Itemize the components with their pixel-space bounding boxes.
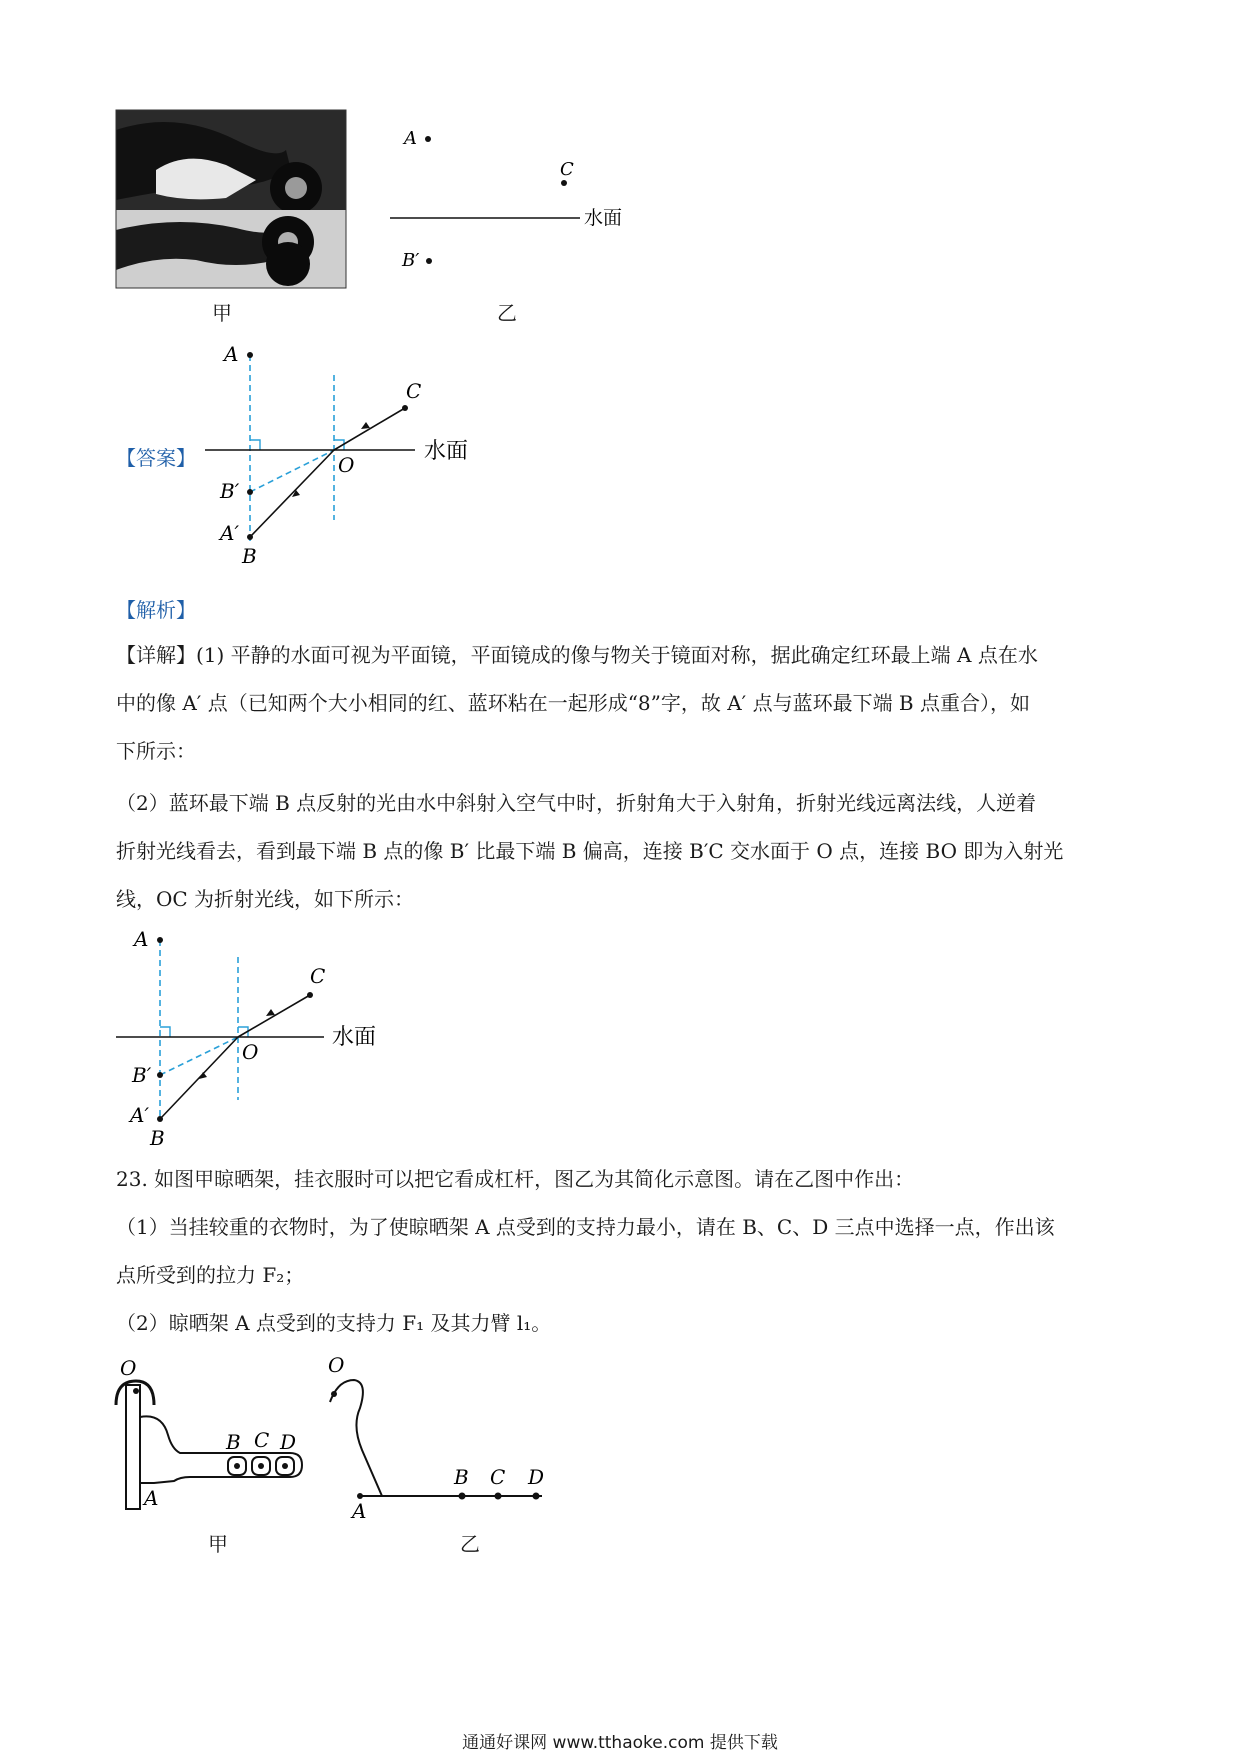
point-b-prime-label: B′ (402, 250, 420, 271)
detail-p2-line-2: 折射光线看去，看到最下端 B 点的像 B′ 比最下端 B 偏高，连接 B′C 交水面于 O 点，连接 BO 即为入射光 (116, 839, 1064, 863)
point-a-label: A (404, 128, 417, 149)
lever-a-label: A (352, 1499, 367, 1523)
caption-jia-top: 甲 (212, 301, 232, 325)
answer-a-prime-label: A′ (220, 521, 239, 545)
q23-line-2: （1）当挂较重的衣物时，为了使晾晒架 A 点受到的支持力最小，请在 B、C、D 三点中选择一点，作出该 (116, 1215, 1055, 1239)
point-b-prime (426, 258, 432, 264)
detail-p2-line-3: 线，OC 为折射光线，如下所示： (116, 887, 415, 911)
point-a (425, 136, 431, 142)
point-c (561, 180, 567, 186)
question-23 (116, 1155, 1126, 1347)
lever-o-label: O (328, 1353, 345, 1377)
lever-schematic (320, 1350, 560, 1523)
rack-b-label: B (226, 1430, 241, 1454)
caption-yi-top: 乙 (497, 301, 517, 325)
answer-c-label: C (406, 379, 422, 403)
page-footer: 通通好课网 www.tthaoke.com 提供下载 (462, 1733, 778, 1753)
detail-p1-line-1: 【详解】(1) 平静的水面可视为平面镜，平面镜成的像与物关于镜面对称，据此确定红环最上端 A 点在水 (116, 643, 1038, 667)
detail-p1-line-2: 中的像 A′ 点（已知两个大小相同的红、蓝环粘在一起形成“8”字，故 A′ 点与蓝环最下端 B 点重合），如 (116, 691, 1030, 715)
q23-line-4: （2）晾晒架 A 点受到的支持力 F₁ 及其力臂 l₁。 (116, 1311, 552, 1335)
answer-b-label: B (242, 544, 257, 568)
detail-p2-line-1: （2）蓝环最下端 B 点反射的光由水中斜射入空气中时，折射角大于入射角，折射光线远离法线，人逆着 (116, 791, 1037, 815)
lever-b-label: B (454, 1465, 469, 1489)
q23-line-1: 23. 如图甲晾晒架，挂衣服时可以把它看成杠杆，图乙为其简化示意图。请在乙图中作出： (116, 1167, 915, 1191)
diag2-o-label: O (242, 1040, 259, 1064)
rack-c-label: C (254, 1428, 270, 1452)
detail-paragraph-1 (116, 631, 1126, 775)
diag2-a-label: A (134, 927, 149, 951)
diag2-b-label: B (150, 1126, 165, 1150)
water-surface-schematic (390, 118, 640, 271)
caption-yi-bottom: 乙 (460, 1532, 480, 1556)
diag2-b-prime-label: B′ (132, 1063, 152, 1087)
lever-c-label: C (490, 1465, 506, 1489)
drying-rack-drawing (110, 1355, 320, 1520)
answer-water-label: 水面 (424, 439, 469, 464)
diag2-c-label: C (310, 964, 326, 988)
detail-p1-line-3: 下所示： (116, 739, 196, 763)
diag2-a-prime-label: A′ (130, 1103, 149, 1127)
ring-photo (116, 110, 346, 288)
answer-diagram (200, 335, 500, 570)
analysis-label: 【解析】 (116, 598, 196, 622)
caption-jia-bottom: 甲 (208, 1532, 228, 1556)
rack-d-label: D (280, 1430, 297, 1454)
diag2-water-label: 水面 (332, 1025, 377, 1050)
point-c-label: C (560, 159, 574, 180)
detail-paragraph-2 (116, 779, 1126, 923)
water-label: 水面 (584, 207, 623, 229)
lever-d-label: D (528, 1465, 545, 1489)
analysis-diagram (112, 925, 412, 1150)
answer-a-label: A (224, 342, 239, 366)
rack-o-label: O (120, 1356, 137, 1380)
q23-line-3: 点所受到的拉力 F₂； (116, 1263, 305, 1287)
answer-b-prime-label: B′ (220, 479, 240, 503)
answer-o-label: O (338, 453, 355, 477)
rack-a-label: A (144, 1486, 159, 1510)
answer-label: 【答案】 (116, 446, 196, 470)
